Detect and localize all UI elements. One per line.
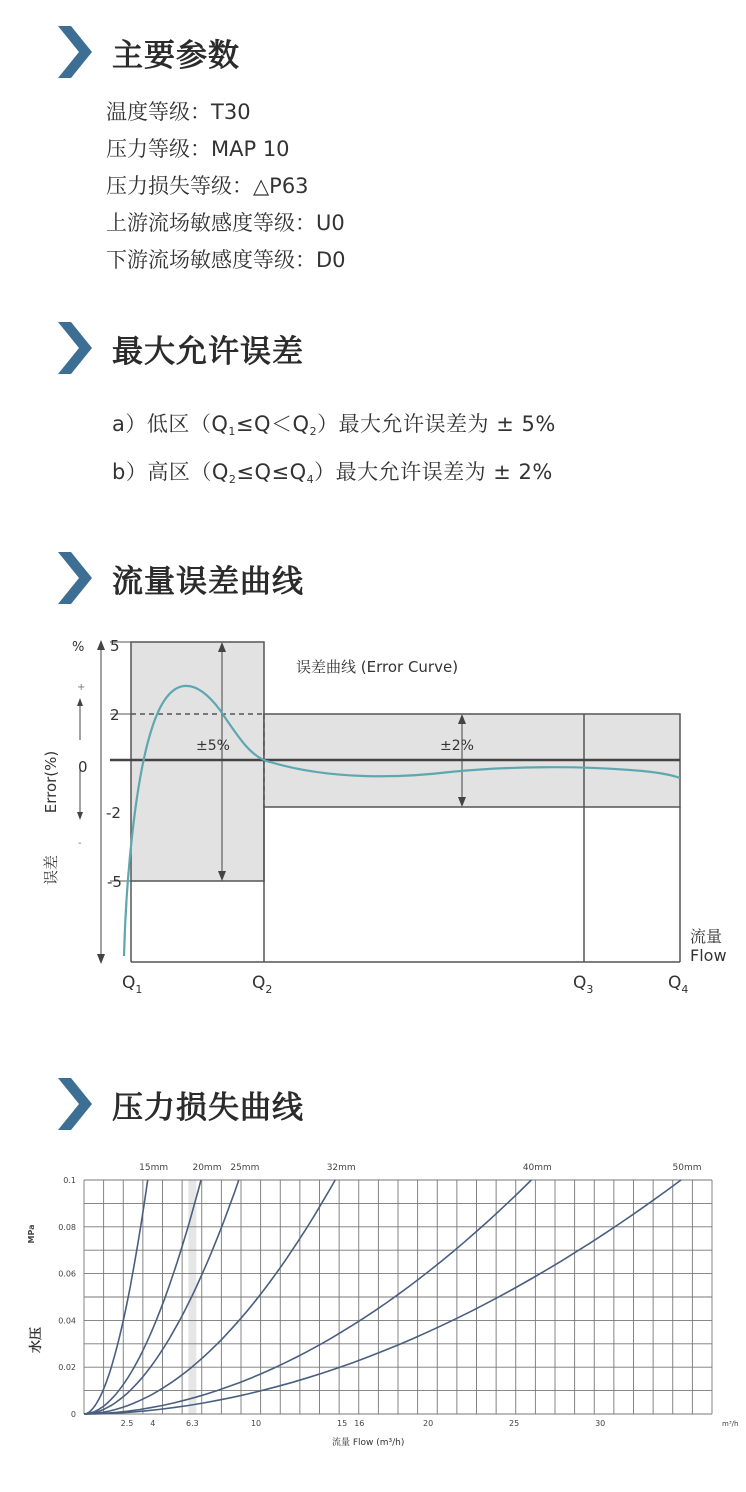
chevron-right-icon <box>58 552 92 604</box>
x-tick-label: 4 <box>150 1419 156 1428</box>
section-heading-params <box>58 26 240 78</box>
mpe-line-a: a）低区$(Q_1\le Q<Q_2)$最大允许误差为 ± 5% <box>112 412 556 438</box>
x-tick-label: 30 <box>595 1419 606 1428</box>
svg-text:Q1: $Q_1$ <box>122 973 143 996</box>
x-point-label-q2 <box>252 973 272 996</box>
svg-text:Q2: $Q_2$ <box>252 973 273 996</box>
y-tick-label: 0.02 <box>58 1363 76 1373</box>
band-label-high: ±2% <box>440 738 474 754</box>
x-tick-label: 15 <box>336 1419 348 1428</box>
x-tick-label: 2.5 <box>120 1419 134 1428</box>
y-unit-label: % <box>72 640 85 655</box>
section-heading-error-curve <box>58 552 304 604</box>
y-tick-label: -5 <box>107 873 122 891</box>
series-label-15mm: 15mm <box>139 1163 169 1173</box>
grid <box>84 1180 712 1414</box>
series-label-40mm: 40mm <box>522 1163 552 1173</box>
x-point-label-q1 <box>122 973 142 996</box>
series-label-32mm: 32mm <box>326 1163 356 1173</box>
mpe-list <box>112 404 556 500</box>
section-heading-pressure-loss <box>58 1078 304 1130</box>
series-label-20mm: 20mm <box>192 1163 222 1173</box>
series-label-50mm: 50mm <box>672 1163 702 1173</box>
chart-title: 误差曲线 (Error Curve) <box>296 658 459 676</box>
y-tick-label: 0.04 <box>58 1316 76 1326</box>
param-item: 温度等级：T30 <box>106 100 251 124</box>
y-unit-label: MPa <box>27 1224 36 1244</box>
low-zone-band <box>131 642 264 881</box>
section-title-mpe: 最大允许误差 <box>112 333 304 370</box>
x-axis-label-en: Flow <box>690 946 727 965</box>
y-tick-label: 0.06 <box>58 1269 76 1279</box>
x-tick-label: 10 <box>250 1419 262 1428</box>
x-tick-label: 20 <box>423 1419 434 1428</box>
x-unit-label: m³/h <box>722 1420 739 1428</box>
section-title-error-curve: 流量误差曲线 <box>112 563 304 600</box>
svg-text:Q3: $Q_3$ <box>573 973 594 996</box>
y-tick-label: 0.08 <box>58 1222 76 1232</box>
y-tick-label: 0 <box>78 758 88 776</box>
x-tick-label: 16 <box>354 1419 365 1428</box>
param-item: 压力损失等级：△P63 <box>106 174 309 198</box>
y-tick-label: 0.1 <box>63 1176 76 1185</box>
section-title-pressure-loss: 压力损失曲线 <box>112 1089 304 1126</box>
plus-sign: + <box>77 682 86 693</box>
chevron-right-icon <box>58 26 92 78</box>
params-list <box>106 94 346 279</box>
y-tick-label: 0 <box>70 1410 76 1419</box>
x-axis-label: 流量 Flow (m³/h) <box>332 1438 405 1448</box>
x-point-label-q4 <box>668 973 688 996</box>
y-axis-label-en: Error(%) <box>42 750 60 814</box>
section-title-params: 主要参数 <box>112 37 240 74</box>
band-label-low: ±5% <box>196 738 230 754</box>
y-tick-label: -2 <box>106 804 121 822</box>
chevron-right-icon <box>58 322 92 374</box>
param-item: 压力等级：MAP 10 <box>106 137 290 161</box>
param-item: 下游流场敏感度等级：D0 <box>106 248 346 272</box>
x-axis-label-cn: 流量 <box>690 927 723 946</box>
pressure-loss-chart <box>0 1150 746 1450</box>
y-tick-label: 5 <box>110 637 120 655</box>
section-heading-mpe <box>58 322 304 374</box>
x-tick-label: 6.3 <box>186 1419 199 1428</box>
param-item: 上游流场敏感度等级：U0 <box>106 211 345 235</box>
chevron-right-icon <box>58 1078 92 1130</box>
y-axis-label: 水压 <box>29 1326 44 1354</box>
x-point-label-q3 <box>573 973 593 996</box>
series-label-25mm: 25mm <box>230 1163 260 1173</box>
x-tick-label: 25 <box>509 1419 520 1428</box>
y-axis-label-cn: 误差 <box>42 854 60 886</box>
mpe-line-b: b）高区$(Q_2\le Q\le Q_4)$最大允许误差为 ± 2% <box>112 460 553 486</box>
labels <box>58 1163 701 1428</box>
minus-sign: - <box>78 838 82 849</box>
svg-text:Q4: $Q_4$ <box>668 973 689 996</box>
y-tick-label: 2 <box>110 706 120 724</box>
error-curve-chart <box>0 620 746 1040</box>
